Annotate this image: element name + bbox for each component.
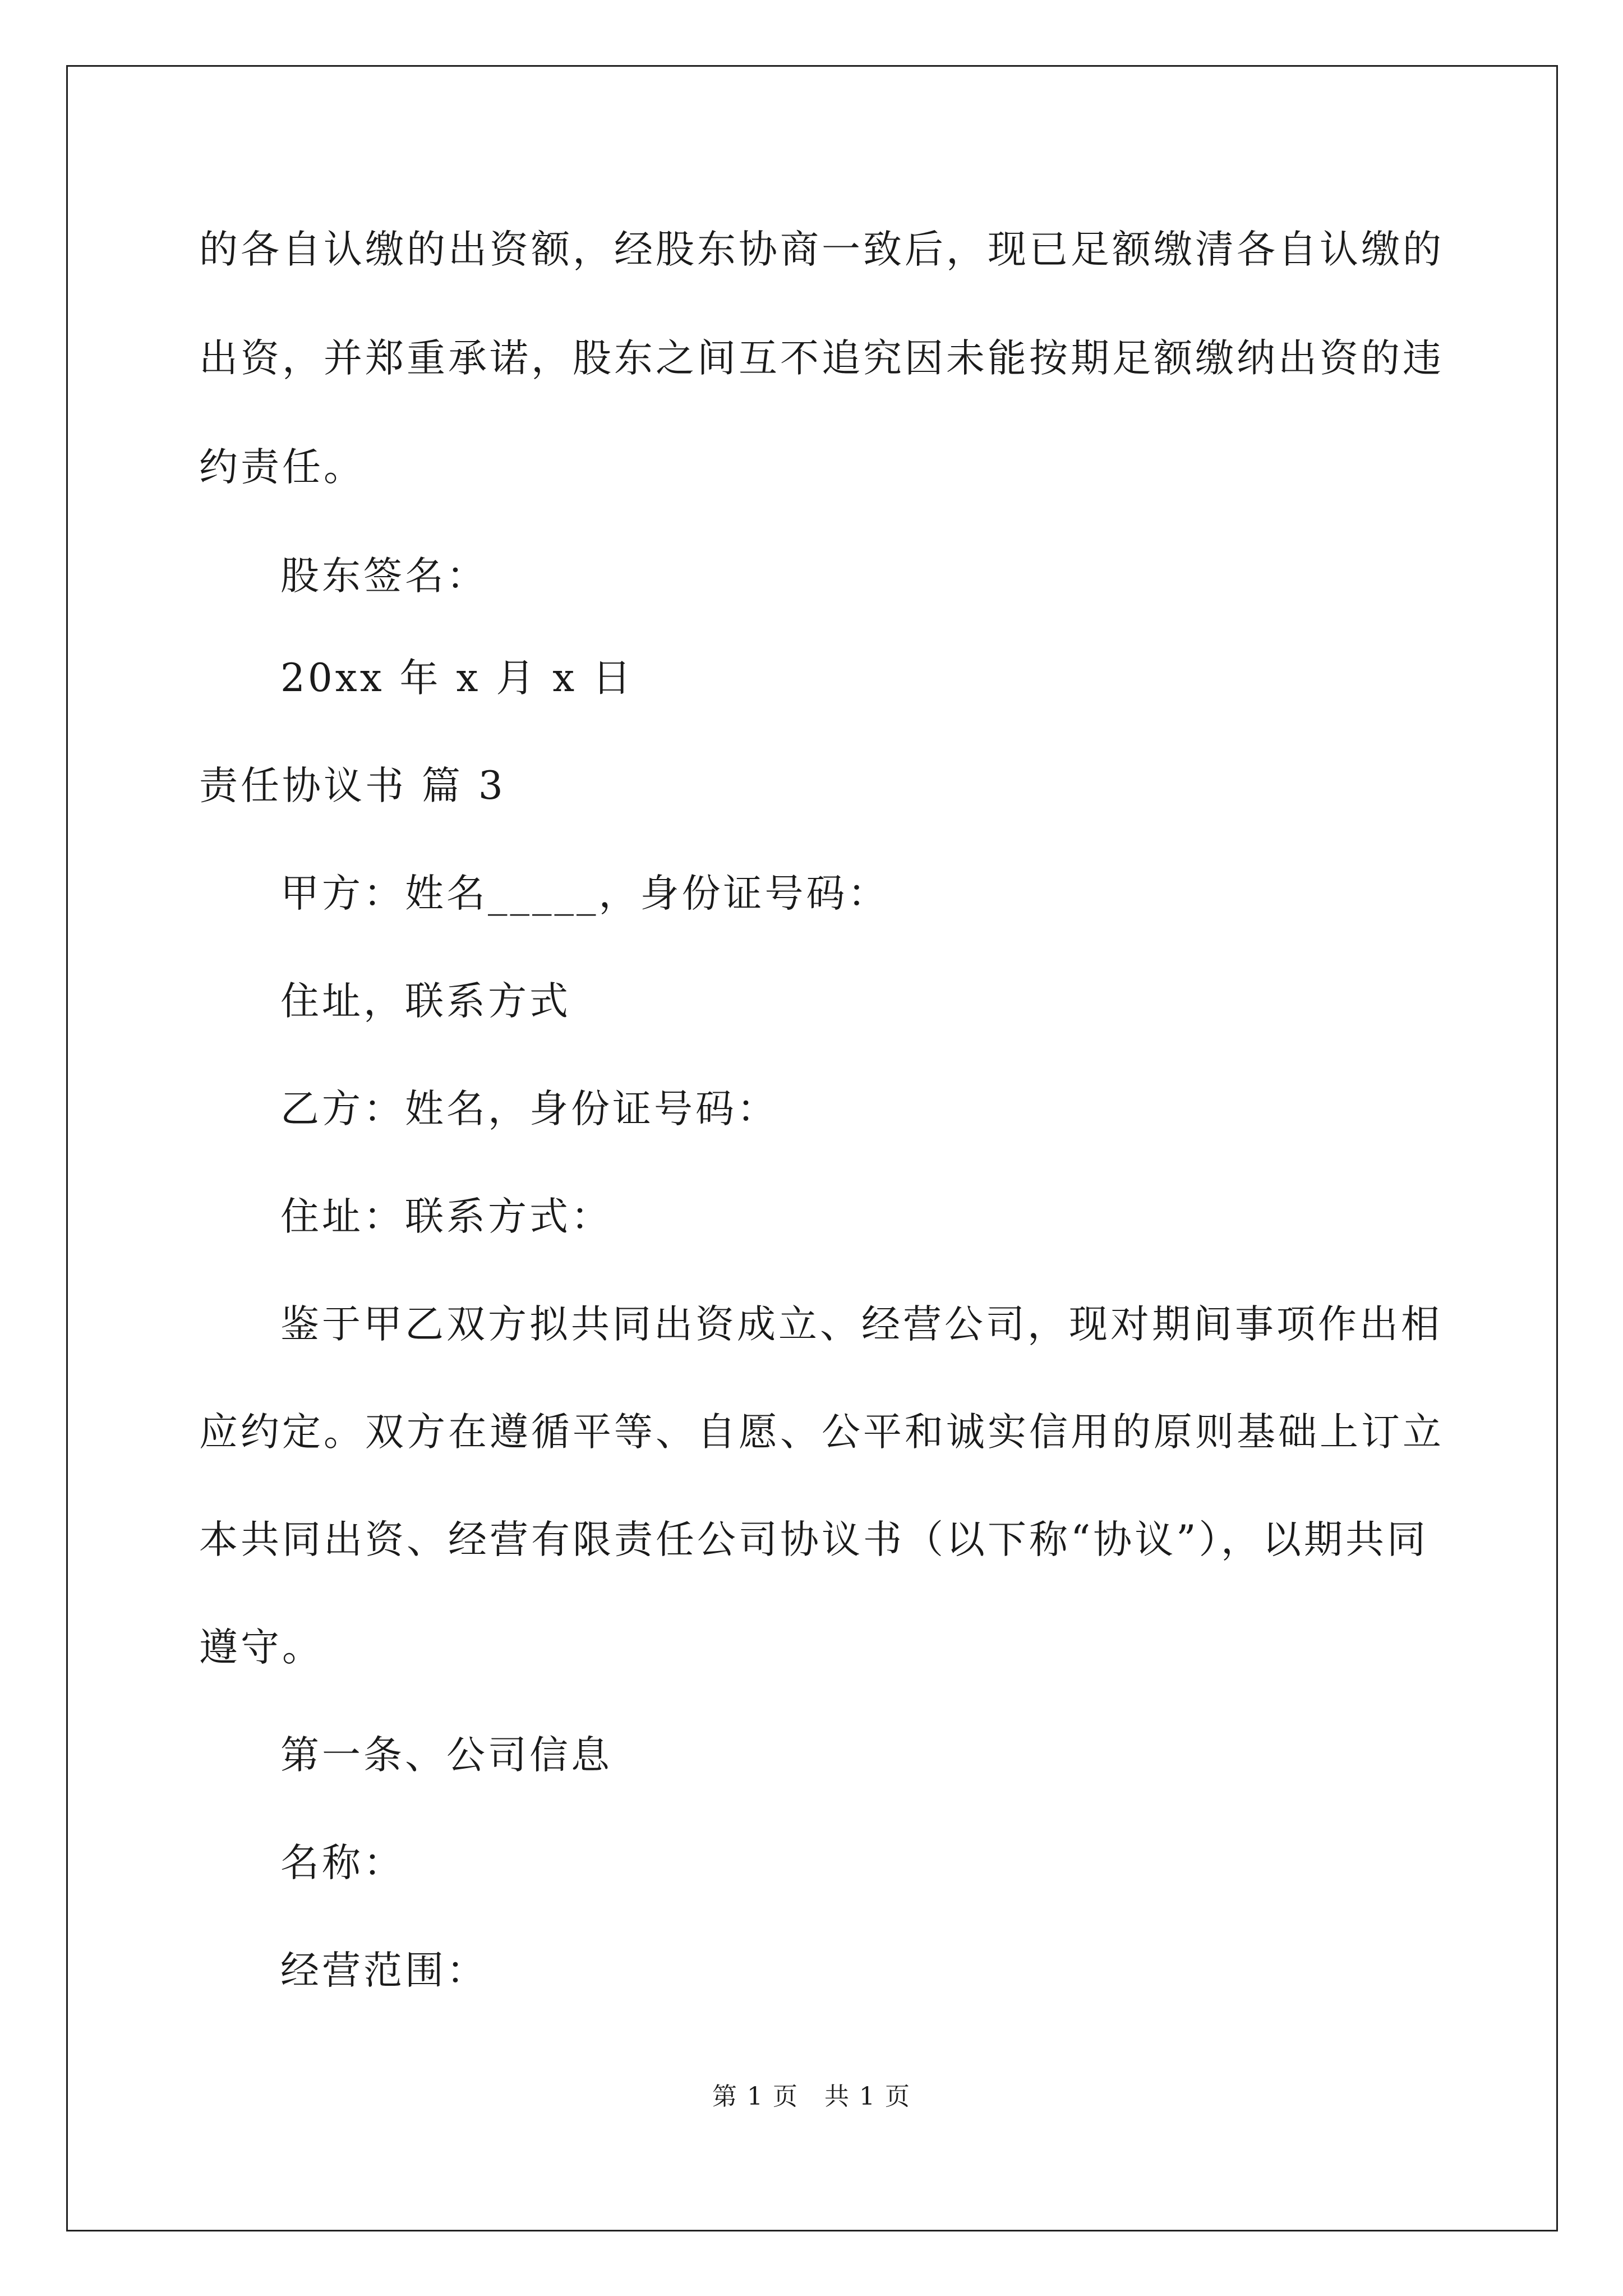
party-a-line: 甲方：姓名_____，身份证号码： <box>280 871 889 916</box>
party-b-line: 乙方：姓名，身份证号码： <box>280 1087 778 1131</box>
business-scope-label: 经营范围： <box>280 1948 488 1993</box>
paragraph-line: 出资，并郑重承诺，股东之间互不追究因未能按期足额缴纳出资的违 <box>199 336 1444 381</box>
paragraph-line: 遵守。 <box>199 1625 324 1670</box>
signature-label: 股东签名： <box>280 554 488 599</box>
paragraph-line: 本共同出资、经营有限责任公司协议书（以下称“协议”），以期共同 <box>199 1517 1429 1562</box>
paragraph-line: 鉴于甲乙双方拟共同出资成立、经营公司，现对期间事项作出相 <box>280 1302 1442 1347</box>
paragraph-line: 约责任。 <box>199 445 365 490</box>
article-heading: 第一条、公司信息 <box>280 1733 612 1778</box>
page-footer: 第 1 页 共 1 页 <box>712 2082 911 2111</box>
party-a-address-line: 住址，联系方式 <box>280 979 571 1024</box>
paragraph-line: 应约定。双方在遵循平等、自愿、公平和诚实信用的原则基础上订立 <box>199 1410 1444 1455</box>
page-border <box>66 65 1558 2231</box>
paragraph-line: 的各自认缴的出资额，经股东协商一致后，现已足额缴清各自认缴的 <box>199 227 1444 272</box>
date-line: 20xx 年 x 月 x 日 <box>280 656 634 701</box>
company-name-label: 名称： <box>280 1841 405 1885</box>
party-b-address-line: 住址：联系方式： <box>280 1194 612 1239</box>
section-heading: 责任协议书 篇 3 <box>199 763 506 808</box>
